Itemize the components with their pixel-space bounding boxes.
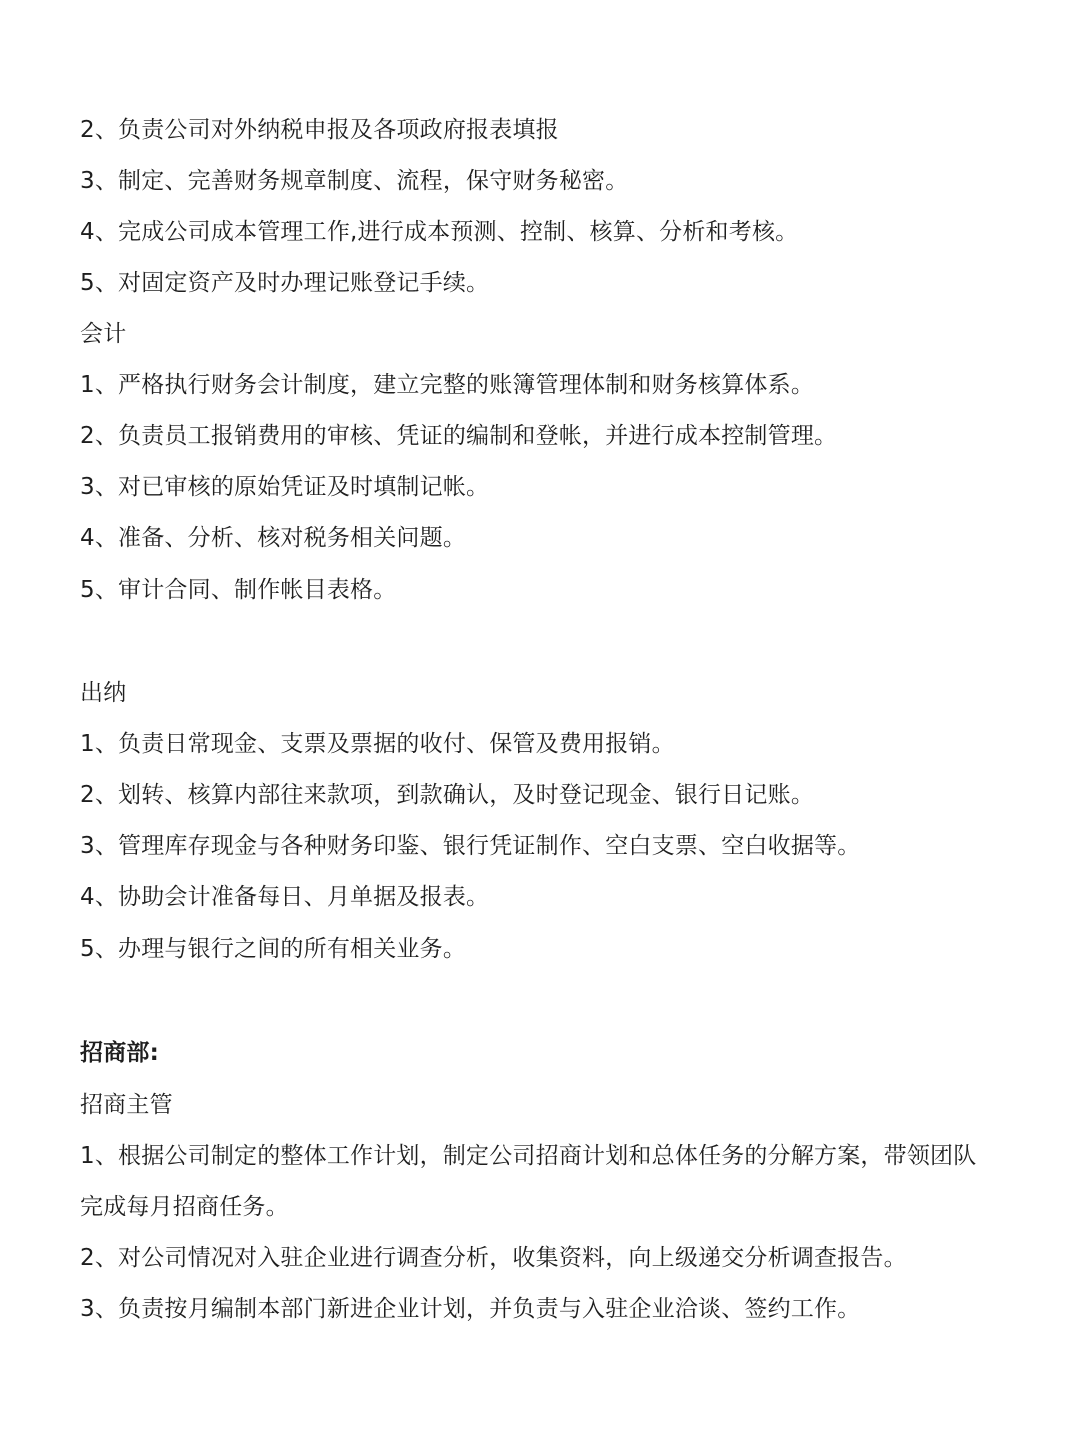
investment-supervisor-heading: 招商主管 (80, 1092, 173, 1118)
investment-dept-heading: 招商部: (80, 1040, 159, 1066)
accountant-item-5: 5、审计合同、制作帐目表格。 (80, 577, 397, 603)
cashier-item-1: 1、负责日常现金、支票及票据的收付、保管及费用报销。 (80, 731, 675, 757)
investment-item-2: 2、对公司情况对入驻企业进行调查分析，收集资料，向上级递交分析调查报告。 (80, 1245, 907, 1271)
accountant-item-2: 2、负责员工报销费用的审核、凭证的编制和登帐，并进行成本控制管理。 (80, 423, 838, 449)
cashier-item-3: 3、管理库存现金与各种财务印鉴、银行凭证制作、空白支票、空白收据等。 (80, 833, 861, 859)
investment-item-1-continued: 完成每月招商任务。 (80, 1194, 289, 1220)
cashier-item-2: 2、划转、核算内部往来款项，到款确认，及时登记现金、银行日记账。 (80, 782, 815, 808)
accountant-item-3: 3、对已审核的原始凭证及时填制记帐。 (80, 474, 490, 500)
finance-item-3: 3、制定、完善财务规章制度、流程，保守财务秘密。 (80, 168, 629, 194)
investment-item-1: 1、根据公司制定的整体工作计划，制定公司招商计划和总体任务的分解方案，带领团队 (80, 1143, 977, 1169)
finance-item-4: 4、完成公司成本管理工作,进行成本预测、控制、核算、分析和考核。 (80, 219, 799, 245)
finance-item-5: 5、对固定资产及时办理记账登记手续。 (80, 270, 490, 296)
investment-item-3: 3、负责按月编制本部门新进企业计划，并负责与入驻企业洽谈、签约工作。 (80, 1296, 861, 1322)
finance-item-2: 2、负责公司对外纳税申报及各项政府报表填报 (80, 117, 559, 143)
cashier-heading: 出纳 (80, 680, 127, 706)
accountant-heading: 会计 (80, 321, 127, 347)
accountant-item-1: 1、严格执行财务会计制度，建立完整的账簿管理体制和财务核算体系。 (80, 372, 815, 398)
accountant-item-4: 4、准备、分析、核对税务相关问题。 (80, 525, 467, 551)
cashier-item-5: 5、办理与银行之间的所有相关业务。 (80, 936, 467, 962)
cashier-item-4: 4、协助会计准备每日、月单据及报表。 (80, 884, 490, 910)
